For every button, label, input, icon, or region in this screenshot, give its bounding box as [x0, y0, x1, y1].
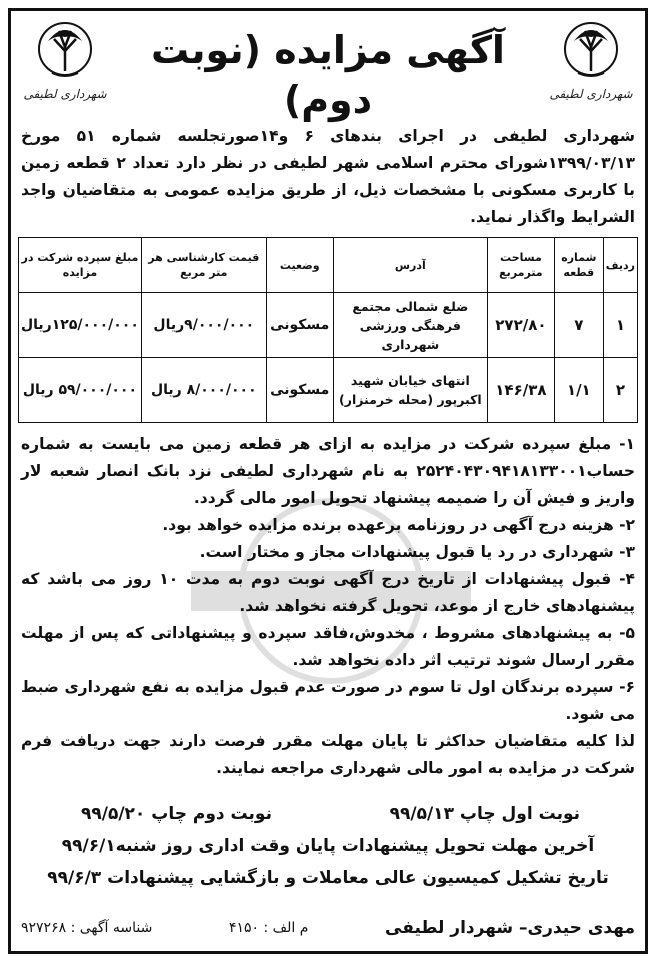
first-print-date: نوبت اول چاپ ۹۹/۵/۱۳ [389, 804, 580, 824]
footer [21, 913, 635, 943]
cell-plot-number: ۷ [554, 293, 603, 358]
header-price: قیمت کارشناسی هر متر مربع [141, 238, 266, 293]
cell-deposit: ۵۹/۰۰۰/۰۰۰ ریال [19, 358, 142, 423]
municipality-logo-right [549, 21, 633, 113]
municipality-logo-left [23, 21, 107, 113]
header-deposit: مبلغ سپرده شرکت در مزایده [19, 238, 142, 293]
logo-caption: شهرداری لطیفی [23, 87, 107, 101]
header [11, 11, 645, 123]
condition-item: ۶- سپرده برندگان اول تا سوم در صورت عدم قبول مزایده به نفع شهرداری ضبط می شود. [21, 678, 635, 723]
page-title: آگهی مزایده (نوبت دوم) [151, 28, 505, 122]
condition-item: ۵- به پیشنهادهای مشروط ، مخدوش،فاقد سپرده و پیشنهاداتی که پس از مهلت مقرر ارسال شوند ترتیب اثر داده نخواهد شد. [21, 624, 635, 669]
cell-address: ضلع شمالی مجتمع فرهنگی ورزشی شهرداری [333, 293, 487, 358]
header-status: وضعیت [266, 238, 333, 293]
cell-price: ۸/۰۰۰/۰۰۰ ریال [141, 358, 266, 423]
intro-paragraph: شهرداری لطیفی در اجرای بندهای ۶ و۱۴صورتجلسه شماره ۵۱ مورخ ۱۳۹۹/۰۳/۱۳شورای محترم اسلامی شهر لطیفی در نظر دارد تعداد ۲ قطعه زمین با کاربری مسکونی با مشخصات ذیل، از طریق مزایده عمومی به متقاضیان واجد الشرایط واگذار نماید. [21, 127, 636, 226]
header-plot-number: شماره قطعه [554, 238, 603, 293]
mayor-signature: مهدی حیدری– شهردار لطیفی [385, 918, 635, 938]
cell-plot-number: ۱/۱ [554, 358, 603, 423]
cell-row-number: ۱ [603, 293, 637, 358]
header-row-number: ردیف [603, 238, 637, 293]
advertisement [8, 8, 648, 954]
cell-status: مسکونی [266, 293, 333, 358]
cell-deposit: ۱۲۵/۰۰۰/۰۰۰ریال [19, 293, 142, 358]
header-address: آدرس [333, 238, 487, 293]
tree-emblem-icon [34, 21, 96, 87]
table-header-row [19, 238, 638, 293]
cell-address: انتهای خیابان شهید اکبرپور (محله خرمنزار) [333, 358, 487, 423]
submission-deadline: آخرین مهلت تحویل پیشنهادات پایان وقت اداری روز شنبه۹۹/۶/۱ [61, 836, 595, 856]
ad-identifier: شناسه آگهی : ۹۲۷۲۶۸ [21, 920, 153, 936]
commission-date: تاریخ تشکیل کمیسیون عالی معاملات و بازگشایی پیشنهادات ۹۹/۶/۳ [47, 868, 609, 888]
conditions-list [11, 431, 645, 782]
condition-item: ۳- شهرداری در رد یا قبول پیشنهادات مجاز و مختار است. [199, 543, 635, 561]
logo-caption: شهرداری لطیفی [549, 87, 633, 101]
condition-item: ۴- قبول پیشنهادات از تاریخ درج آگهی نوبت دوم به مدت ۱۰ روز می باشد که پیشنهادهای خارج از موعد، تحویل گرفته نخواهد شد. [21, 570, 635, 615]
reference-code: م الف : ۴۱۵۰ [228, 920, 309, 936]
cell-area: ۲۷۲/۸۰ [487, 293, 554, 358]
tree-emblem-icon [560, 21, 622, 87]
cell-price: ۹/۰۰۰/۰۰۰ریال [141, 293, 266, 358]
table-row [19, 293, 638, 358]
cell-row-number: ۲ [603, 358, 637, 423]
cell-area: ۱۴۶/۳۸ [487, 358, 554, 423]
condition-item: ۱- مبلغ سپرده شرکت در مزایده به ازای هر قطعه زمین می بایست به شماره حساب۲۵۲۴۰۴۳۰۹۴۱۸۱۳۳۰۰۱ به نام شهرداری لطیفی نزد بانک انصار شعبه لار واریز و فیش آن را ضمیمه پیشنهاد تحویل امور مالی گردد. [21, 435, 635, 507]
second-print-date: نوبت دوم چاپ ۹۹/۵/۲۰ [81, 804, 272, 824]
table-row [19, 358, 638, 423]
closing-note: لذا کلیه متقاضیان حداکثر تا پایان مهلت مقرر فرصت دارند جهت دریافت فرم شرکت در مزایده به امور مالی شهرداری مراجعه نمایند. [21, 732, 635, 777]
cell-status: مسکونی [266, 358, 333, 423]
condition-item: ۲- هزینه درج آگهی در روزنامه برعهده برنده مزایده خواهد بود. [162, 516, 635, 534]
dates-block [11, 798, 645, 894]
print-dates-row [21, 798, 635, 830]
auction-table [18, 237, 638, 423]
header-area: مساحت مترمربع [487, 238, 554, 293]
